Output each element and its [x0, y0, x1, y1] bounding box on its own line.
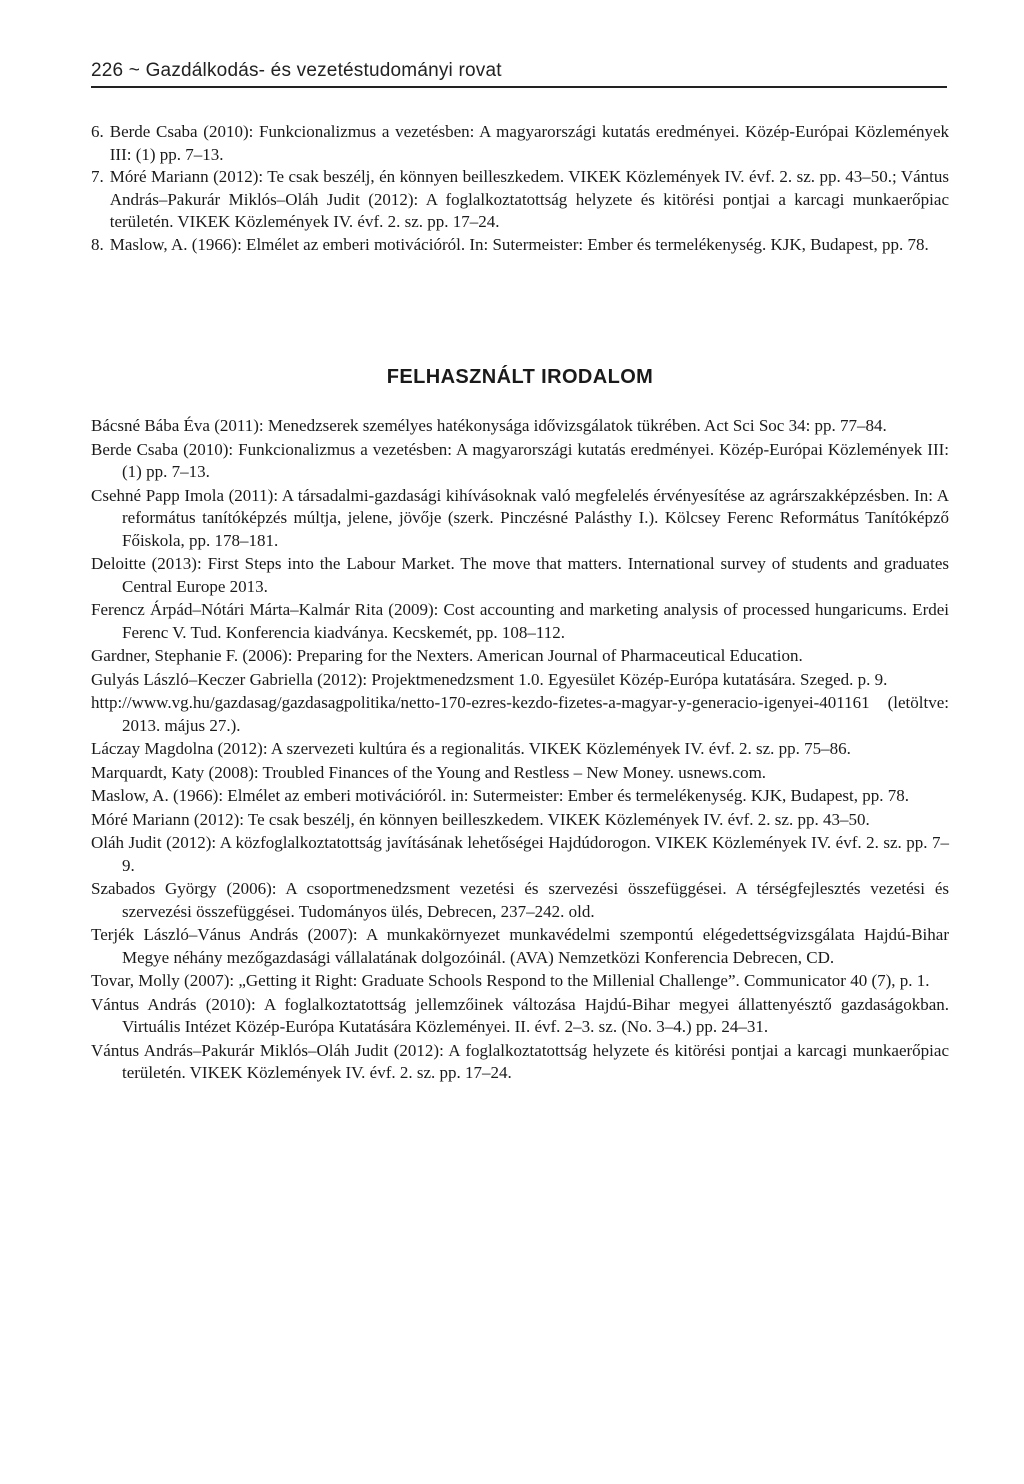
reference-item: Tovar, Molly (2007): „Getting it Right: Graduate Schools Respond to the Millenial Challenge”. Communicator 40 (7), p. 1.: [91, 971, 930, 990]
section-name: Gazdálkodás- és vezetéstudományi rovat: [145, 60, 502, 81]
reference-item: Szabados György (2006): A csoportmenedzsment vezetési és szervezési összefüggései. A térségfejlesztés vezetési és szervezési összefüggései. Tudományos ülés, Debrecen, 237–242. old.: [91, 879, 949, 921]
reference-item: Marquardt, Katy (2008): Troubled Finances of the Young and Restless – New Money. usnews.com.: [91, 762, 767, 782]
reference-item: Oláh Judit (2012): A közfoglalkoztatottság javításának lehetőségei Hajdúdorogon. VIKEK Közlemények IV. évf. 2. sz. pp. 7–9.: [91, 833, 949, 875]
reference-list: [91, 415, 949, 1086]
endnote: [91, 234, 949, 257]
endnote: [91, 121, 949, 166]
references-heading: FELHASZNÁLT IRODALOM: [386, 366, 654, 388]
reference-item: Deloitte (2013): First Steps into the Labour Market. The move that matters. International survey of students and graduates Central Europe 2013.: [91, 554, 949, 596]
running-header: [91, 60, 947, 82]
endnote-number: 7.: [91, 167, 104, 186]
endnotes: [91, 121, 949, 256]
endnote-number: 6.: [91, 122, 104, 141]
page-number: 226: [91, 60, 124, 81]
reference-item: Csehné Papp Imola (2011): A társadalmi-gazdasági kihívásoknak való megfelelés érvényesítése az agrárszakképzésben. In: A református tanítóképzés múltja, jelene, jövője (szerk. Pinczésné Palásthy I.). Kölcsey Ferenc Református Tanítóképző Főiskola, pp. 178–181.: [91, 485, 949, 550]
reference-item: Terjék László–Vánus András (2007): A munkakörnyezet munkavédelmi szempontú elégedettségvizsgálata Hajdú-Bihar Megye néhány mezőgazdasági vállalatának dolgozóinál. (AVA) Nemzetközi Konferencia Debrecen, CD.: [91, 925, 949, 967]
reference-item: http://www.vg.hu/gazdasag/gazdasagpolitika/netto-170-ezres-kezdo-fizetes-a-magyar-y-generacio-igenyei-401161 (letöltve: 2013. május 27.).: [91, 693, 949, 735]
reference-item: Bácsné Bába Éva (2011): Menedzserek személyes hatékonysága idővizsgálatok tükrében. Act Sci Soc 34: pp. 77–84.: [91, 416, 887, 435]
endnote-text: Móré Mariann (2012): Te csak beszélj, én könnyen beilleszkedem. VIKEK Közlemények IV. évf. 2. sz. pp. 43–50.; Vántus András–Pakurár Miklós–Oláh Judit (2012): A foglalkoztatottság helyzete és kitörési pontjai a karcagi munkaerőpiac területén. VIKEK Közlemények IV. évf. 2. sz. pp. 17–24.: [109, 167, 949, 231]
header-rule: [91, 86, 947, 88]
reference-item: Gardner, Stephanie F. (2006): Preparing for the Nexters. American Journal of Pharmaceutical Education.: [91, 646, 803, 665]
reference-item: Berde Csaba (2010): Funkcionalizmus a vezetésben: A magyarországi kutatás eredményei. Közép-Európai Közlemények III: (1) pp. 7–13.: [91, 439, 949, 481]
reference-item: Vántus András–Pakurár Miklós–Oláh Judit (2012): A foglalkoztatottság helyzete és kitörési pontjai a karcagi munkaerőpiac területén. VIKEK Közlemények IV. évf. 2. sz. pp. 17–24.: [91, 1040, 949, 1082]
endnote-text: Berde Csaba (2010): Funkcionalizmus a vezetésben: A magyarországi kutatás eredményei. Közép-Európai Közlemények III: (1) pp. 7–13.: [109, 122, 949, 164]
reference-item: Láczay Magdolna (2012): A szervezeti kultúra és a regionalitás. VIKEK Közlemények IV. évf. 2. sz. pp. 75–86.: [91, 739, 851, 758]
reference-item: Maslow, A. (1966): Elmélet az emberi motivációról. in: Sutermeister: Ember és termelékenység. KJK, Budapest, pp. 78.: [91, 786, 910, 805]
reference-item: Ferencz Árpád–Nótári Márta–Kalmár Rita (2009): Cost accounting and marketing analysis of processed hungaricums. Erdei Ferenc V. Tud. Konferencia kiadványa. Kecskemét, pp. 108–112.: [91, 600, 949, 642]
endnote: [91, 166, 949, 234]
endnote-text: Maslow, A. (1966): Elmélet az emberi motivációról. In: Sutermeister: Ember és termelékenység. KJK, Budapest, pp. 78.: [109, 234, 929, 254]
reference-item: Vántus András (2010): A foglalkoztatottság jellemzőinek változása Hajdú-Bihar megyei állattenyésztő gazdaságokban. Virtuális Intézet Közép-Európa Kutatására Közleményei. II. évf. 2–3. sz. (No. 3–4.) pp. 24–31.: [91, 994, 949, 1036]
endnote-number: 8.: [91, 234, 104, 254]
reference-item: Gulyás László–Keczer Gabriella (2012): Projektmenedzsment 1.0. Egyesület Közép-Európa kutatására. Szeged. p. 9.: [91, 669, 888, 689]
reference-item: Móré Mariann (2012): Te csak beszélj, én könnyen beilleszkedem. VIKEK Közlemények IV. évf. 2. sz. pp. 43–50.: [91, 809, 870, 829]
header-separator: ~: [128, 60, 141, 81]
